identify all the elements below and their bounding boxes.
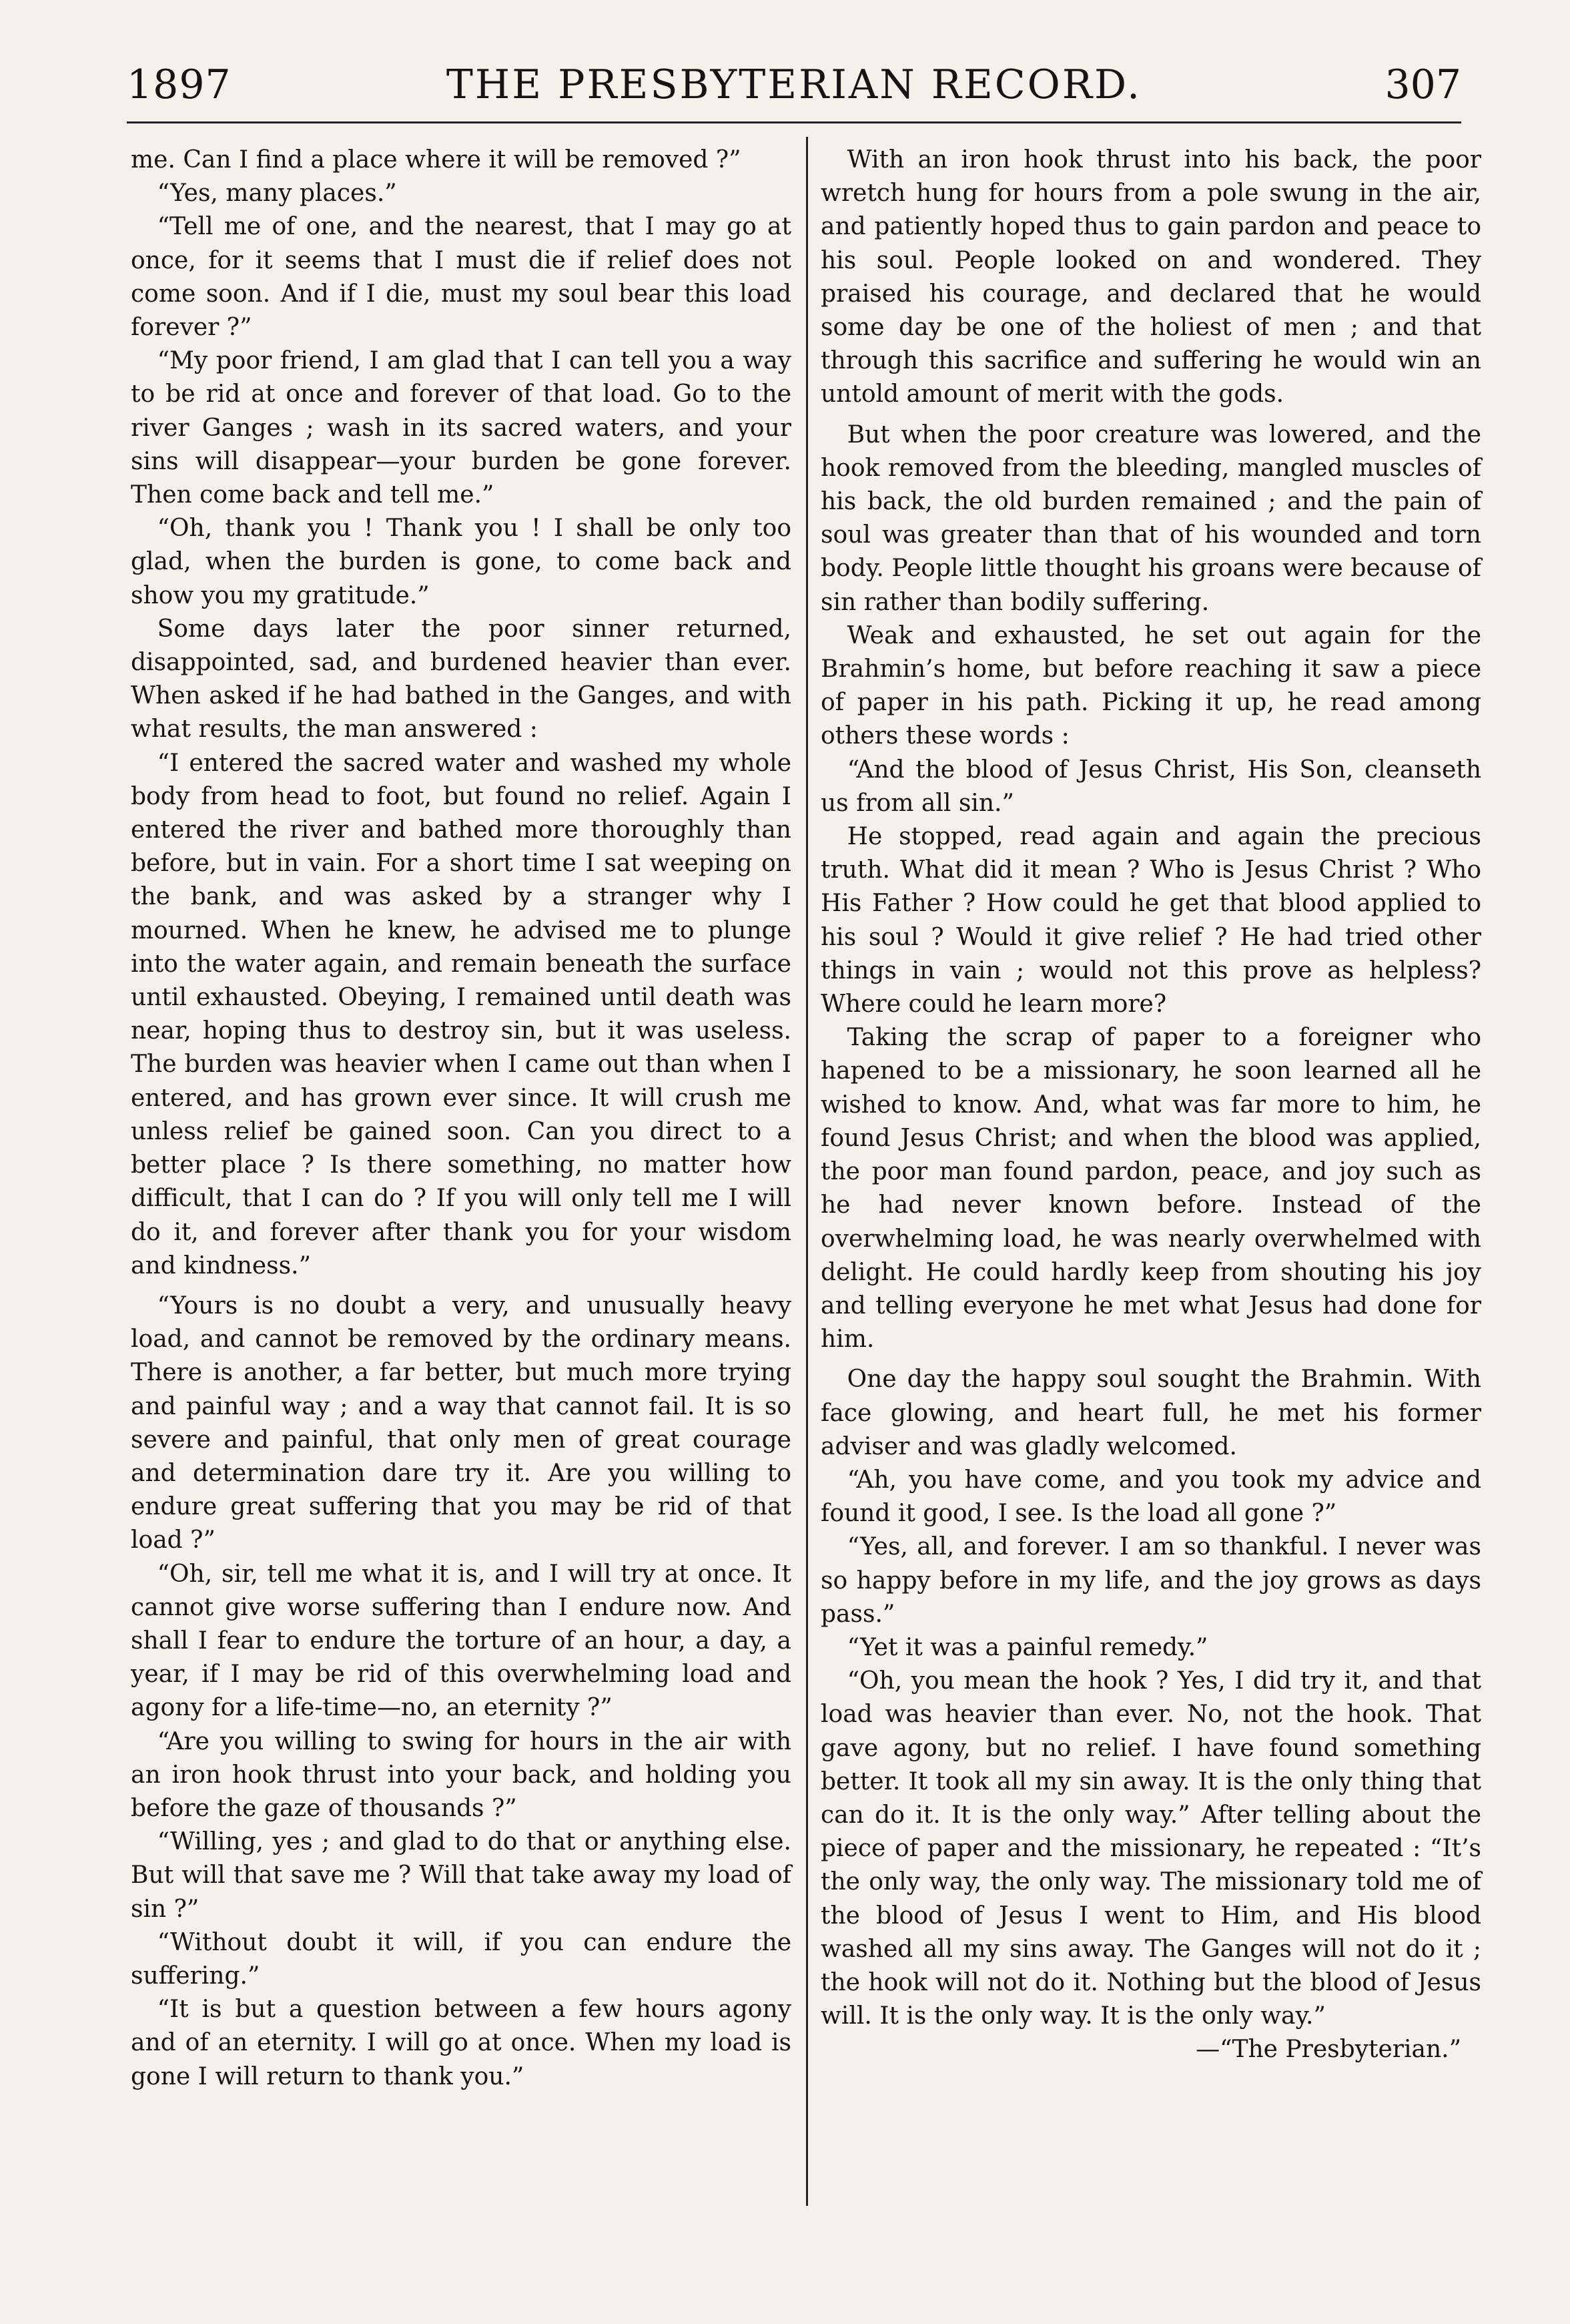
paragraph: me. Can I find a place where it will be removed ?” — [131, 146, 741, 174]
paragraph: “Yes, many places.” — [157, 180, 397, 208]
paragraph: With an iron hook thrust into his back, the poor wretch hung for hours from a pole swung in the air, and patiently hoped thus to gain pardon and peace to his soul. People looked on and wondered. They praised his courage, and declared that he would some day be one of the holiest of men ; and that through this sacrifice and suffering he would win an untold amount of merit with the gods. — [821, 146, 1481, 408]
paragraph: “My poor friend, I am glad that I can tell you a way to be rid at once and forever of that load. Go to the river Ganges ; wash in its sacred waters, and your sins will disappear—your burden be gone forever. Then come back and tell me.” — [131, 347, 791, 509]
paragraph: “Tell me of one, and the nearest, that I may go at once, for it seems that I must die if relief does not come soon. And if I die, must my soul bear this load forever ?” — [131, 213, 791, 342]
source-attribution: —“The Presbyterian.” — [1196, 2036, 1461, 2064]
header-page-number: 307 — [1385, 61, 1461, 108]
paragraph: Weak and exhausted, he set out again for the Brahmin’s home, but before reaching it saw a piece of paper in his path. Picking it up, he read among others these words : — [821, 621, 1481, 750]
header-rule — [127, 121, 1461, 123]
paragraph: “Oh, you mean the hook ? Yes, I did try it, and that load was heavier than ever. No, not the hook. That gave agony, but no relief. I have found something better. It took all my sin away. It is the only thing that can do it. It is the only way.” After telling about the piece of paper and the missionary, he repeated : “It’s the only way, the only way. The missionary told me of the blood of Jesus I went to Him, and His blood washed all my sins away. The Ganges will not do it ; the hook will not do it. Nothing but the blood of Jesus will. It is the only way. It is the only way.” — [821, 1667, 1481, 2030]
paragraph: “Oh, sir, tell me what it is, and I will try at once. It cannot give worse suffering than I endure now. And shall I fear to endure the torture of an hour, a day, a year, if I may be rid of this overwhelming load and agony for a life-time—no, an eternity ?” — [131, 1560, 791, 1722]
page-header — [127, 61, 1461, 128]
paragraph: He stopped, read again and again the precious truth. What did it mean ? Who is Jesus Christ ? Who His Father ? How could he get that blood applied to his soul ? Would it give relief ? He had tried other things in vain ; would not this prove as helpless? Where could he learn more? — [821, 823, 1481, 1019]
paragraph: But when the poor creature was lowered, and the hook removed from the bleeding, mangled muscles of his back, the old burden remained ; and the pain of soul was greater than that of his wounded and torn body. People little thought his groans were because of sin rather than bodily suffering. — [821, 420, 1481, 616]
paragraph: “Ah, you have come, and you took my advice and found it good, I see. Is the load all gone ?” — [821, 1466, 1481, 1528]
paragraph: Taking the scrap of paper to a foreigner who hapened to be a missionary, he soon learned all he wished to know. And, what was far more to him, he found Jesus Christ; and when the blood was applied, the poor man found pardon, peace, and joy such as he had never known before. Instead of the overwhelming load, he was nearly overwhelmed with delight. He could hardly keep from shouting his joy and telling everyone he met what Jesus had done for him. — [821, 1024, 1481, 1354]
paragraph: “Are you willing to swing for hours in the air with an iron hook thrust into your back, and holding you before the gaze of thousands ?” — [131, 1727, 791, 1822]
paragraph: “And the blood of Jesus Christ, His Son, cleanseth us from all sin.” — [821, 756, 1481, 817]
paragraph: “Oh, thank you ! Thank you ! I shall be only too glad, when the burden is gone, to come back and show you my gratitude.” — [131, 515, 791, 609]
paragraph: “Yours is no doubt a very, and unusually heavy load, and cannot be removed by the ordinary means. There is another, a far better, but much more trying and painful way ; and a way that cannot fail. It is so severe and painful, that only men of great courage and determination dare try it. Are you willing to endure great suffering that you may be rid of that load ?” — [131, 1291, 791, 1554]
column-divider — [806, 137, 808, 2206]
paragraph: “It is but a question between a few hours agony and of an eternity. I will go at once. When my load is gone I will return to thank you.” — [131, 1996, 791, 2090]
paragraph: “Without doubt it will, if you can endure the suffering.” — [131, 1928, 791, 1990]
paragraph: “I entered the sacred water and washed my whole body from head to foot, but found no relief. Again I entered the river and bathed more thoroughly than before, but in vain. For a short time I sat weeping on the bank, and was asked by a stranger why I mourned. When he knew, he advised me to plunge into the water again, and remain beneath the surface until exhausted. Obeying, I remained until death was near, hoping thus to destroy sin, but it was useless. The burden was heavier when I came out than when I entered, and has grown ever since. It will crush me unless relief be gained soon. Can you direct to a better place ? Is there something, no matter how difficult, that I can do ? If you will only tell me I will do it, and forever after thank you for your wisdom and kindness.” — [131, 749, 791, 1279]
right-column — [821, 143, 1481, 2067]
paragraph: One day the happy soul sought the Brahmin. With face glowing, and heart full, he met his former adviser and was gladly welcomed. — [821, 1366, 1481, 1460]
paragraph: “Yes, all, and forever. I am so thankful. I never was so happy before in my life, and the joy grows as days pass.” — [821, 1533, 1481, 1628]
left-column — [131, 143, 791, 2094]
header-title: THE PRESBYTERIAN RECORD. — [446, 61, 1142, 108]
paragraph: “Yet it was a painful remedy.” — [847, 1633, 1208, 1661]
paragraph: “Willing, yes ; and glad to do that or anything else. But will that save me ? Will that take away my load of sin ?” — [131, 1828, 791, 1923]
paragraph: Some days later the poor sinner returned, disappointed, sad, and burdened heavier than ever. When asked if he had bathed in the Ganges, and with what results, the man answered : — [131, 615, 791, 744]
header-year: 1897 — [127, 61, 232, 108]
